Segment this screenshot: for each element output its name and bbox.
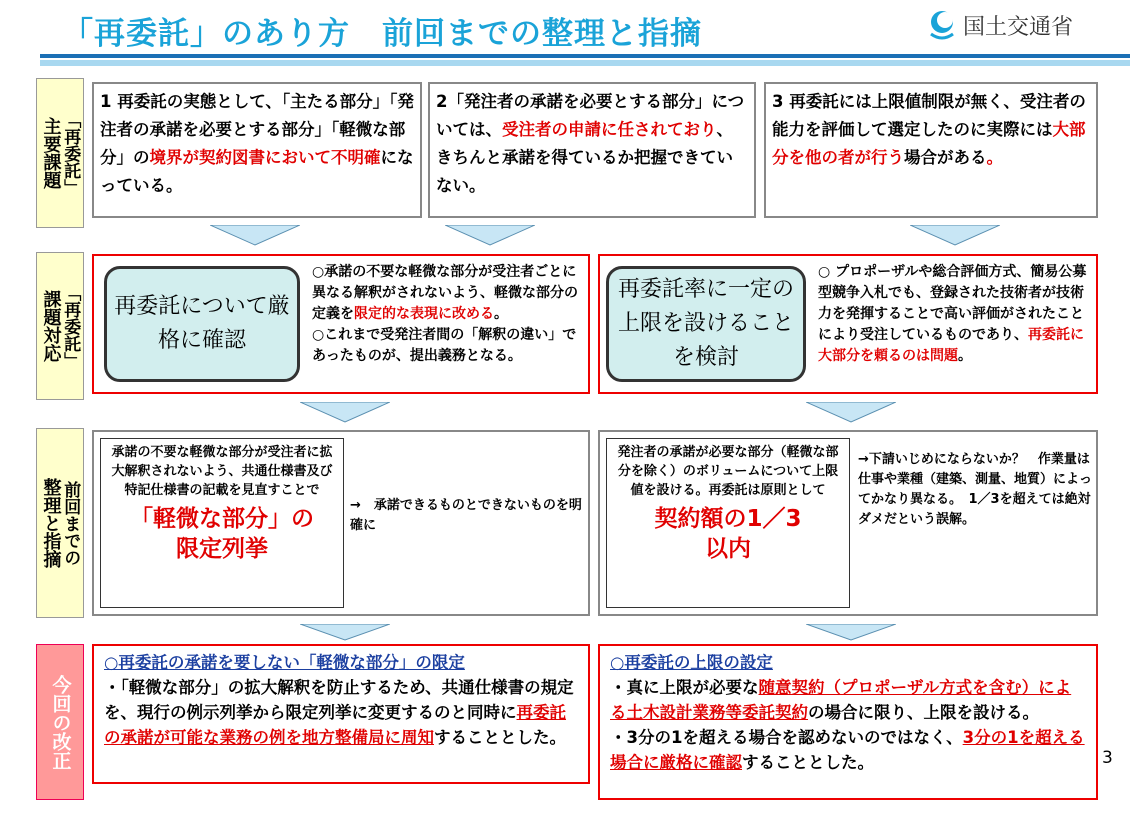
mlit-logo [925, 8, 1125, 42]
issues-label-b: 主要課題 [40, 117, 62, 189]
summary-left-inner: 承諾の不要な軽微な部分が受注者に拡大解釈されないよう、共通仕様書及び特記仕様書の記載を見直すことで 「軽微な部分」の 限定列挙 [100, 438, 344, 608]
response-right-text: ○ プロポーザルや総合評価方式、簡易公募型競争入札でも、登録された技術者が技術力を発揮することで高い評価がされたことにより受注しているものであり、再委託に大部分を頼るのは問題。 [818, 264, 1087, 364]
revision-right-body: ・真に上限が必要な随意契約（プロポーザル方式を含む）による土木設計業務等委託契約の場合に限り、上限を設ける。 ・3分の1を超える場合を認めないのではなく、3分の1を超える場合に厳格に確認することとした。 [610, 678, 1085, 772]
revision-left-heading: ○再委託の承諾を要しない「軽微な部分」の限定 [104, 653, 465, 672]
revision-left-body: ・「軽微な部分」の拡大解釈を防止するため、共通仕様書の規定を、現行の例示列挙から限定列挙に変更するのと同時に再委託の承諾が可能な業務の例を地方整備局に周知することとした。 [104, 678, 574, 747]
mlit-emblem-icon [925, 8, 959, 42]
down-arrow-icon [806, 402, 896, 424]
response-label-a: 「再委託」 [60, 283, 81, 369]
revision-left-box [92, 644, 590, 784]
response-left-title: 再委託について厳格に確認 [104, 266, 300, 382]
header-rule [40, 54, 1130, 58]
response-right-title: 再委託率に一定の上限を設けることを検討 [606, 266, 806, 382]
down-arrow-icon [300, 402, 390, 424]
down-arrow-icon [300, 624, 390, 642]
issue-3-box: 3 再委託には上限値制限が無く、受注者の能力を評価して選定したのに実際には大部分を他の者が行う場合がある。 [764, 82, 1098, 218]
revision-right-heading: ○再委託の上限の設定 [610, 653, 773, 672]
page-title: 「再委託」のあり方 前回までの整理と指摘 [62, 16, 702, 52]
summary-right-note: →下請いじめにならないか？ 作業量は仕事や業種（建築、測量、地質）によってかなり異なる。 1／3を超えては絶対ダメだという誤解。 [858, 452, 1093, 527]
issues-label [36, 78, 84, 228]
logo-text: 国土交通省 [963, 15, 1074, 40]
issue-2-box: 2「発注者の承諾を必要とする部分」については、受注者の申請に任されており、きちんと承諾を得ているか把握できていない。 [428, 82, 756, 218]
revision-label: 今回の改正 [36, 644, 84, 800]
summary-label [36, 428, 84, 618]
summary-right-inner: 発注者の承諾が必要な部分（軽微な部分を除く）のボリュームについて上限値を設ける。再委託は原則として 契約額の1／3 以内 [606, 438, 850, 608]
header-rule-light [40, 60, 1130, 66]
down-arrow-icon [210, 225, 300, 247]
page-number: 3 [1102, 748, 1113, 768]
issues-label-a: 「再委託」 [60, 110, 81, 196]
down-arrow-icon [910, 225, 1000, 247]
summary-label-b: 整理と指摘 [40, 478, 62, 568]
issue-1-box: 1 再委託の実態として、「主たる部分」「発注者の承諾を必要とする部分」「軽微な部分」の境界が契約図書において不明確になっている。 [92, 82, 422, 218]
summary-label-a: 前回までの [60, 480, 81, 566]
revision-right-box [598, 644, 1098, 800]
response-left-text: ○承諾の不要な軽微な部分が受注者ごとに異なる解釈がされないよう、軽微な部分の定義を限定的な表現に改める。 ○これまで受発注者間の「解釈の違い」であったものが、提出義務となる。 [312, 264, 578, 364]
down-arrow-icon [806, 624, 896, 642]
response-label-b: 課題対応 [40, 290, 62, 362]
summary-left-note: → 承諾できるものとできないものを明確に [350, 498, 582, 533]
down-arrow-icon [445, 225, 535, 247]
response-label [36, 252, 84, 400]
